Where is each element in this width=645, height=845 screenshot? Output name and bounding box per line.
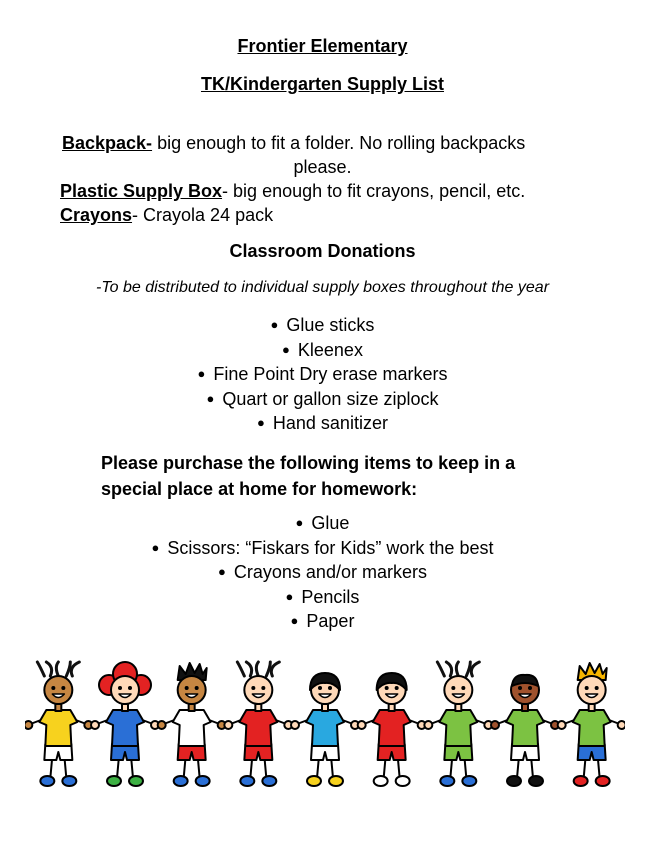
bullet-icon: ● — [290, 613, 299, 628]
kid-1-figure — [25, 662, 92, 786]
required-item-text: - big enough to fit crayons, pencil, etc. — [222, 181, 526, 201]
kid-2-figure — [91, 662, 159, 786]
kid-5-figure — [291, 673, 359, 786]
required-item-label: Crayons — [60, 205, 133, 225]
required-item-label: Backpack- — [62, 133, 153, 153]
kid-9-figure — [558, 663, 625, 786]
bullet-icon: ● — [218, 564, 226, 579]
list-item: ● Crayons and/or markers — [218, 562, 427, 582]
donations-heading: Classroom Donations — [229, 241, 416, 261]
required-item-text: big enough to fit a folder. No rolling backpacks — [152, 133, 526, 153]
supply-list-title: TK/Kindergarten Supply List — [200, 74, 445, 94]
kid-6-figure — [358, 673, 426, 786]
required-item-backpack-continued: please. — [293, 157, 352, 177]
required-item-supply-box — [60, 179, 525, 203]
list-item: ● Quart or gallon size ziplock — [206, 388, 439, 409]
bullet-icon: ● — [151, 539, 160, 555]
home-instructions-line: special place at home for homework: — [101, 479, 418, 499]
kid-8-figure — [491, 675, 559, 786]
bullet-icon: ● — [285, 588, 294, 604]
children-illustration — [25, 660, 625, 800]
list-item: ● Pencils — [285, 586, 360, 607]
required-item-crayons — [60, 203, 273, 227]
kid-4-figure — [224, 662, 292, 786]
bullet-icon: ● — [282, 341, 290, 357]
required-item-text: - Crayola 24 pack — [132, 205, 274, 225]
list-item: ● Paper — [290, 611, 355, 631]
list-item: ● Kleenex — [282, 339, 363, 360]
home-instructions-line: Please purchase the following items to keep in a — [101, 453, 516, 473]
list-item: ● Fine Point Dry erase markers — [197, 364, 448, 384]
school-name: Frontier Elementary — [237, 36, 408, 56]
list-item: ● Glue — [295, 513, 350, 533]
bullet-icon: ● — [206, 390, 215, 406]
kid-3-figure — [158, 663, 226, 786]
kid-7-figure — [424, 662, 492, 786]
bullet-icon: ● — [295, 515, 304, 530]
home-instructions — [101, 450, 515, 502]
list-item: ● Glue sticks — [270, 315, 375, 335]
home-list — [0, 511, 645, 634]
bullet-icon: ● — [197, 366, 206, 381]
required-item-backpack — [62, 131, 525, 155]
bullet-icon: ● — [257, 415, 265, 430]
bullet-icon: ● — [270, 317, 279, 332]
donations-note: -To be distributed to individual supply boxes throughout the year — [95, 279, 550, 296]
required-item-label: Plastic Supply Box — [60, 181, 223, 201]
list-item: ● Scissors: “Fiskars for Kids” work the best — [151, 537, 494, 558]
donations-list — [0, 313, 645, 436]
list-item: ● Hand sanitizer — [257, 413, 388, 433]
